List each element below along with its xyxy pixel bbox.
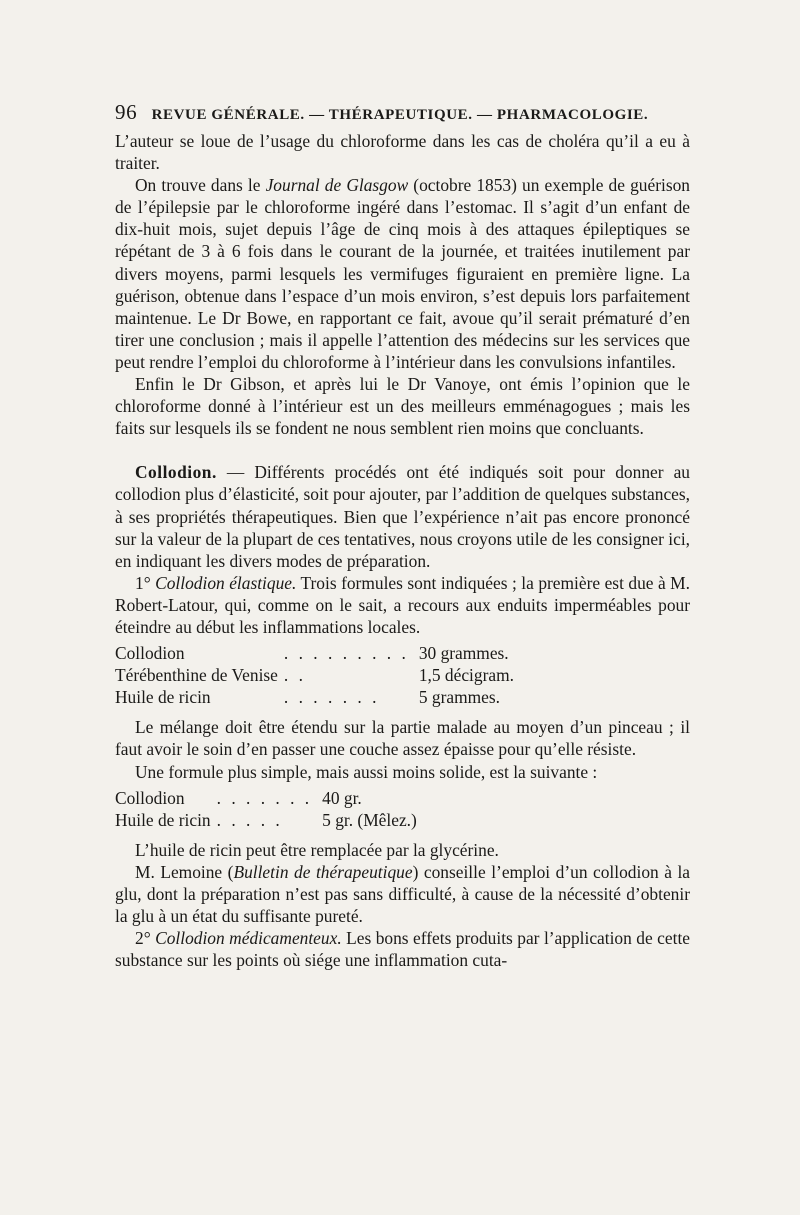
leader-dots: . . . . . . . (216, 787, 313, 808)
ingredient-quantity: 30 grammes. (418, 643, 509, 664)
text-run: On trouve dans le (135, 175, 266, 196)
running-header (115, 100, 690, 126)
paragraph-collodion-intro (115, 461, 690, 571)
formula-table-1 (115, 642, 514, 708)
text-run: — Différents procédés ont été indiqués soit pour donner au collodion plus d’élasticité, soit pour ajouter, par l’addition de quelques substances, à ses propriétés thérapeutiques. Bien que l’expérience n’ait pas encore prononcé sur la valeur de la plupart de ces tentatives, nous croyons utile de les consigner ici, en indiquant les divers modes de préparation. (115, 462, 690, 571)
formula-row (115, 686, 514, 708)
running-title: REVUE GÉNÉRALE. — THÉRAPEUTIQUE. — PHARMACOLOGIE. (151, 107, 649, 123)
formula-table-2 (115, 787, 417, 831)
journal-title: Bulletin de thérapeutique (233, 861, 413, 882)
section-gap (115, 439, 690, 461)
ingredient-quantity: 1,5 décigram. (418, 665, 514, 686)
formula-row (115, 809, 417, 831)
ingredient-name: Collodion (115, 643, 185, 664)
journal-title: Journal de Glasgow (265, 175, 409, 196)
subsection-title: Collodion médicamenteux. (155, 928, 342, 949)
subsection-title: Collodion élastique. (155, 572, 297, 593)
text-run: ) conseille l’emploi d’un collodion à la glu, dont la préparation n’est pas sans difficulté, à cause de la nécessité d’obtenir la glu à un état du suffisante pureté. (115, 861, 691, 927)
page-number: 96 (115, 100, 138, 124)
ingredient-name: Collodion (115, 787, 185, 808)
formula-row (115, 664, 514, 686)
leader-dots: . . . . . (216, 809, 283, 830)
ingredient-name: Huile de ricin (115, 809, 211, 830)
ingredient-name: Huile de ricin (115, 687, 211, 708)
ingredient-name: Térébenthine de Venise (115, 665, 278, 686)
paragraph-lemoine (115, 861, 690, 927)
paragraph-glasgow-epilepsy (115, 174, 690, 373)
section-heading-collodion: Collodion. (135, 462, 217, 483)
paragraph-application: Le mélange doit être étendu sur la partie malade au moyen d’un pinceau ; il faut avoir le soin d’en passer une couche assez épaisse pour qu’elle résiste. (115, 717, 690, 760)
leader-dots: . . (283, 665, 306, 686)
page-body (115, 130, 690, 971)
item-number: 1° (135, 572, 156, 593)
leader-dots: . . . . . . . (283, 687, 380, 708)
ingredient-quantity: 40 gr. (322, 787, 362, 808)
paragraph-gibson-vanoye: Enfin le Dr Gibson, et après lui le Dr Vanoye, ont émis l’opinion que le chloroforme donné à l’intérieur est un des meilleurs emménagogues ; mais les faits sur lesquels ils se fondent ne nous semblent rien moins que concluants. (115, 374, 690, 439)
text-run: Trois formules sont indiquées ; la première est due à M. Robert-Latour, qui, comme on le sait, a recours aux enduits imperméables pour éteindre au début les inflammations locales. (115, 572, 690, 637)
item-number: 2° (135, 928, 156, 949)
ingredient-quantity: 5 grammes. (418, 687, 500, 708)
text-run: M. Lemoine ( (135, 861, 234, 882)
ingredient-quantity: 5 gr. (Mêlez.) (322, 809, 417, 830)
paragraph-simpler-formula: Une formule plus simple, mais aussi moins solide, est la suivante : (135, 761, 598, 782)
formula-row (115, 787, 417, 809)
paragraph-elastic-collodion (115, 572, 690, 638)
text-run: (octobre 1853) un exemple de guérison de l’épilepsie par le chloroforme ingéré dans l’estomac. Il s’agit d’un enfant de dix-huit mois, sujet depuis l’âge de cinq mois à des attaques épileptiques se répétant de 3 à 6 fois dans le courant de la journée, et traitées inutilement par divers moyens, parmi lesquels les vermifuges figuraient en première ligne. La guérison, obtenue dans l’espace d’un mois environ, s’est depuis lors parfaitement maintenue. Le Dr Bowe, en rapportant ce fait, avoue qu’il serait prématuré d’en tirer une conclusion ; mais il appelle l’attention des médecins sur les services que peut rendre l’emploi du chloroforme à l’intérieur dans les convulsions infantiles. (115, 175, 690, 372)
text-run: Les bons effets produits par l’application de cette substance sur les points où siége une inflammation cuta- (115, 928, 690, 971)
formula-row (115, 642, 514, 664)
leader-dots: . . . . . . . . . (283, 643, 409, 664)
paragraph-medicated-collodion (115, 927, 690, 971)
paragraph-chloroform-cholera: L’auteur se loue de l’usage du chloroforme dans les cas de choléra qu’il a eu à traiter. (115, 131, 690, 174)
paragraph-glycerine: L’huile de ricin peut être remplacée par la glycérine. (135, 839, 499, 860)
